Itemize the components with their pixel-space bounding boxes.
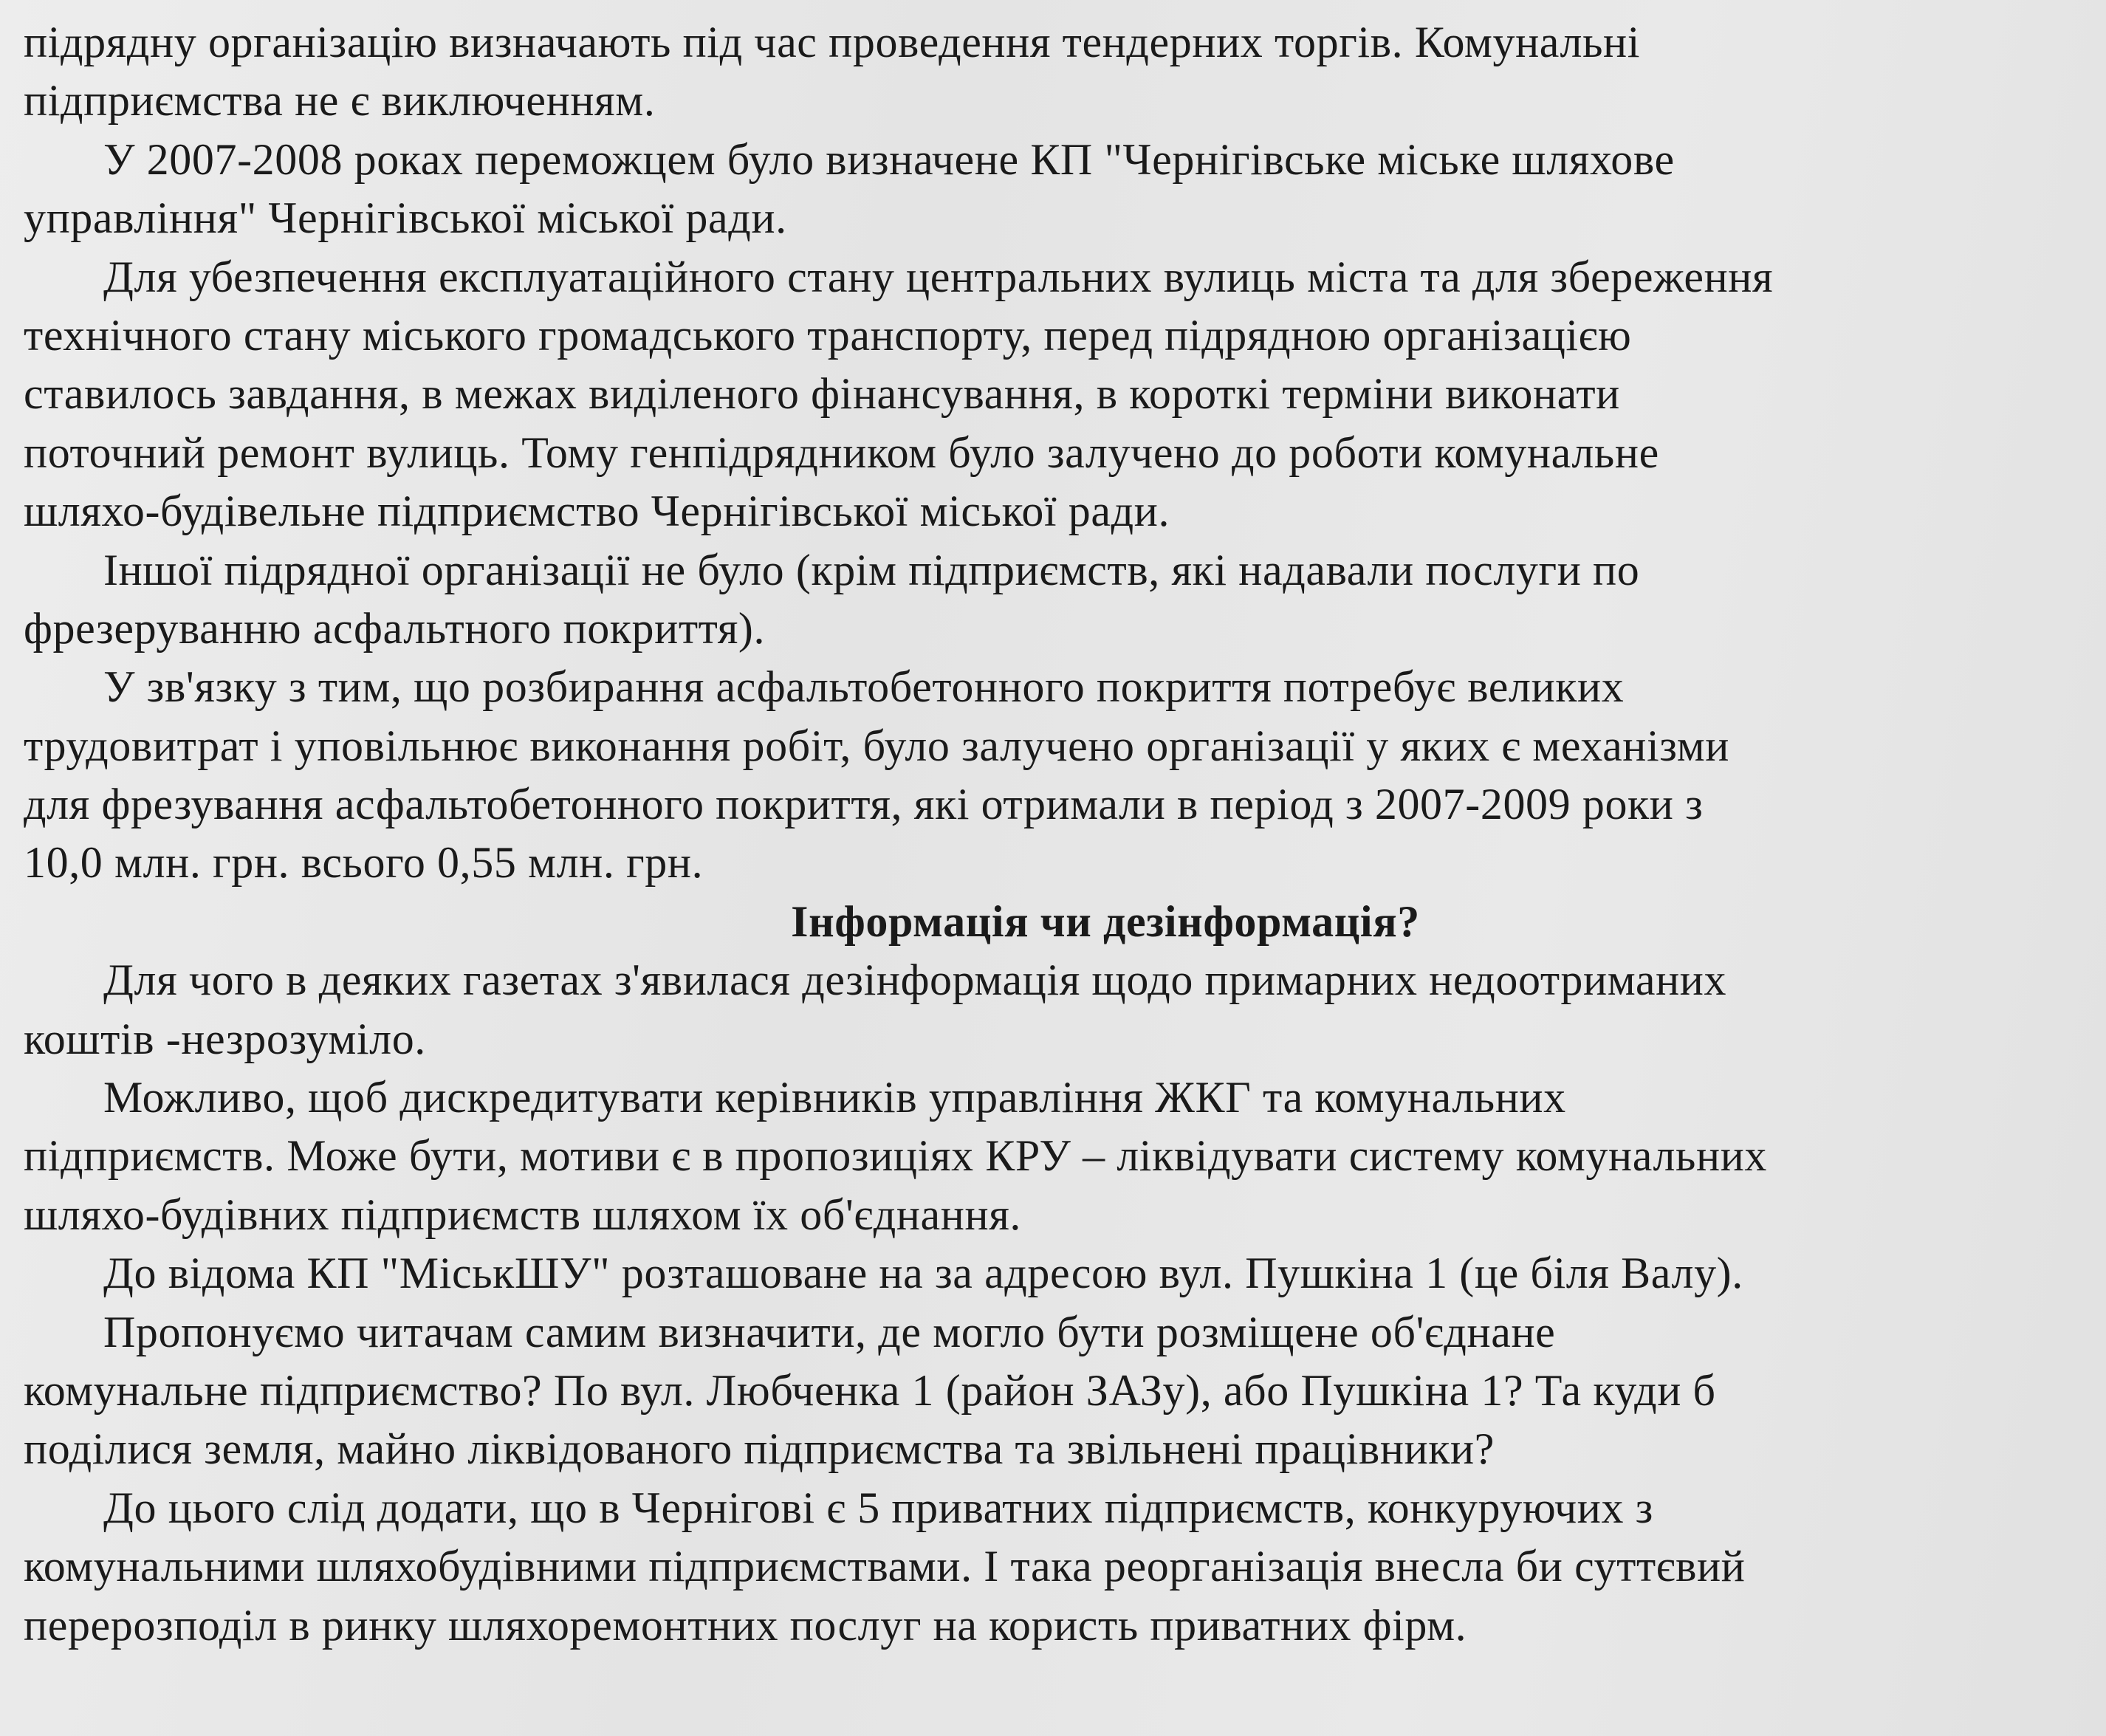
text-line: для фрезування асфальтобетонного покриття, які отримали в період з 2007-2009 роки з (24, 780, 1704, 829)
text-line: До цього слід додати, що в Чернігові є 5 приватних підприємств, конкуруючих з (103, 1483, 1653, 1532)
text-line: У зв'язку з тим, що розбирання асфальтобетонного покриття потребує великих (103, 662, 1625, 712)
text-line: трудовитрат і уповільнює виконання робіт, було залучено організації у яких є механізми (24, 721, 1730, 770)
text-line: коштів -незрозуміло. (24, 1014, 426, 1063)
text-line: перерозподіл в ринку шляхоремонтних послуг на користь приватних фірм. (24, 1600, 1467, 1650)
text-line: поточний ремонт вулиць. Тому генпідрядником було залучено до роботи комунальне (24, 428, 1659, 477)
text-line: технічного стану міського громадського транспорту, перед підрядною організацією (24, 310, 1632, 360)
text-line: шляхо-будівних підприємств шляхом їх об'єднання. (24, 1190, 1021, 1239)
text-line: Іншої підрядної організації не було (крім підприємств, які надавали послуги по (103, 545, 1640, 594)
text-line: управління" Чернігівської міської ради. (24, 193, 787, 243)
text-line: підприємств. Може бути, мотиви є в пропозиціях КРУ – ліквідувати систему комунальних (24, 1131, 1768, 1181)
text-line: ставилось завдання, в межах виділеного фінансування, в короткі терміни виконати (24, 369, 1620, 419)
text-line: підприємства не є виключенням. (24, 76, 656, 126)
text-line: Для чого в деяких газетах з'явилася дезінформація щодо примарних недоотриманих (103, 956, 1727, 1005)
text-line: комунальними шляхобудівними підприємствами. І така реорганізація внесла би суттєвий (24, 1542, 1746, 1591)
text-line: поділися земля, майно ліквідованого підприємства та звільнені працівники? (24, 1424, 1495, 1474)
text-line: фрезеруванню асфальтного покриття). (24, 603, 766, 653)
text-line: Можливо, щоб дискредитувати керівників управління ЖКГ та комунальних (103, 1073, 1566, 1122)
text-line: Для убезпечення експлуатаційного стану центральних вулиць міста та для збереження (103, 252, 1774, 301)
text-line: комунальне підприємство? По вул. Любченка 1 (район ЗАЗу), або Пушкіна 1? Та куди б (24, 1365, 1716, 1415)
section-heading: Інформація чи дезінформація? (791, 896, 1420, 946)
text-line: До відома КП "МіськШУ" розташоване на за адресою вул. Пушкіна 1 (це біля Валу). (103, 1249, 1743, 1298)
text-line: шляхо-будівельне підприємство Чернігівської міської ради. (24, 487, 1170, 536)
text-line: У 2007-2008 роках переможцем було визначене КП "Чернігівське міське шляхове (103, 134, 1675, 184)
text-line: 10,0 млн. грн. всього 0,55 млн. грн. (24, 838, 704, 888)
text-line: підрядну організацію визначають під час проведення тендерних торгів. Комунальні (24, 18, 1641, 66)
text-line: Пропонуємо читачам самим визначити, де могло бути розміщене об'єднане (103, 1307, 1556, 1356)
